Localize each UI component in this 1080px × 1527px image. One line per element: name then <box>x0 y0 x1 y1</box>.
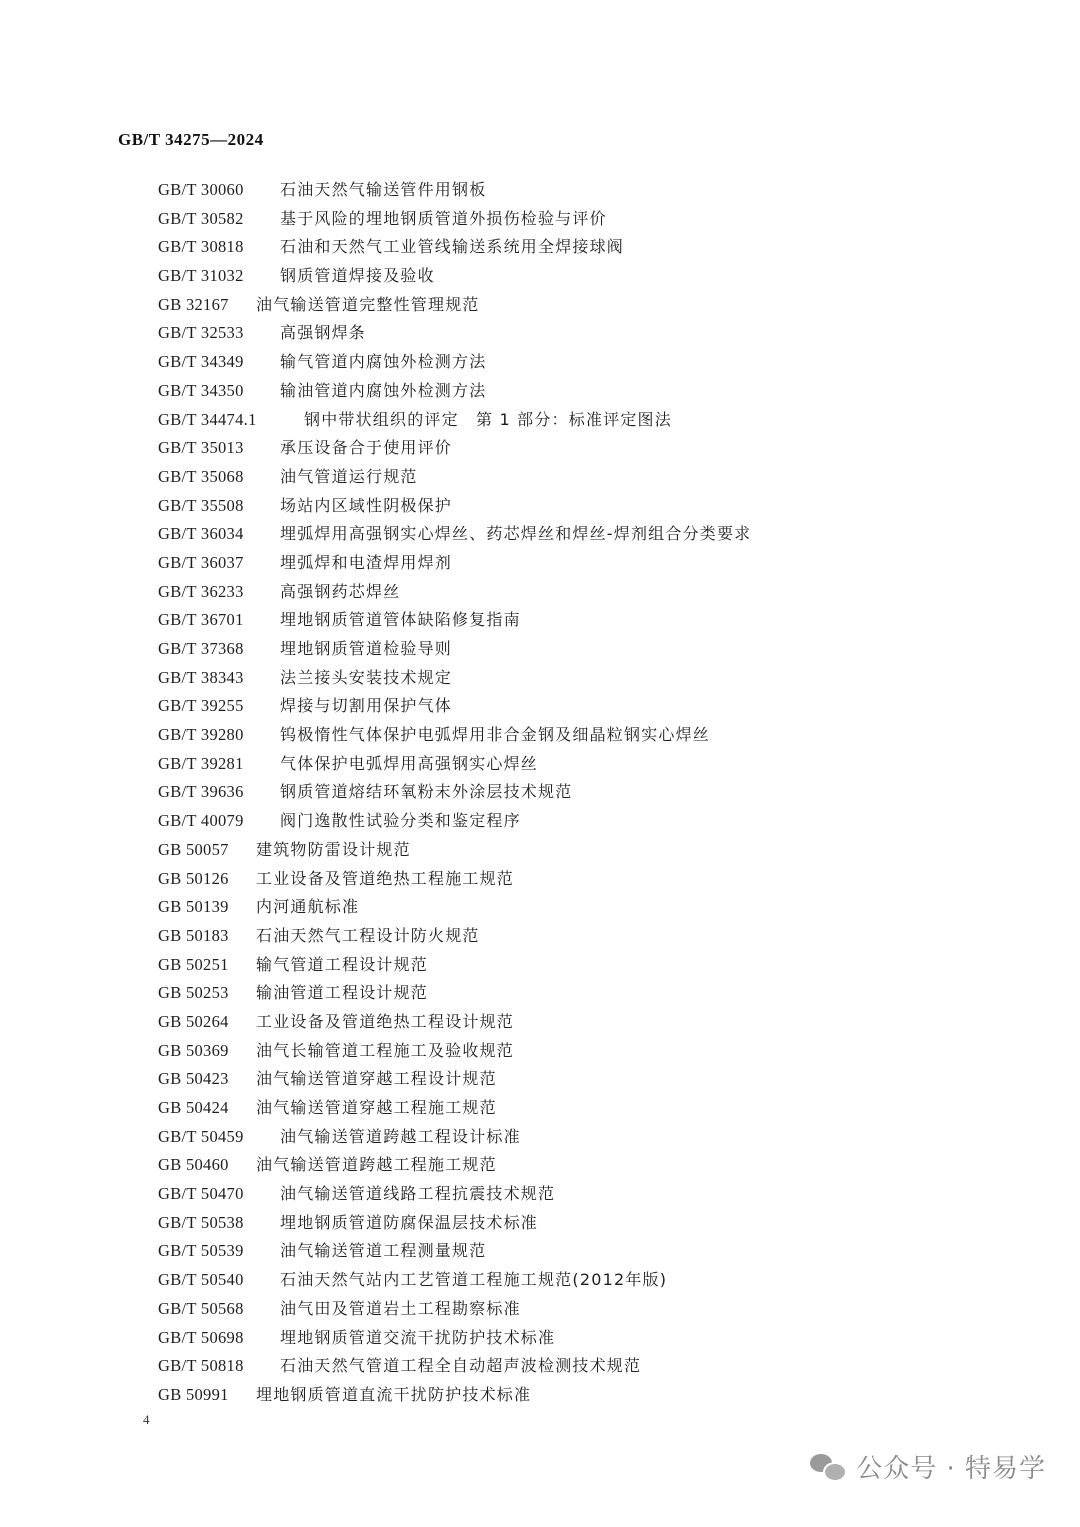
reference-code: GB/T 30818 <box>158 237 244 257</box>
reference-title: 石油天然气站内工艺管道工程施工规范(2012年版) <box>280 1270 668 1290</box>
reference-item <box>158 434 751 463</box>
reference-item <box>158 865 751 894</box>
reference-title: 工业设备及管道绝热工程施工规范 <box>256 868 515 888</box>
reference-code: GB/T 35013 <box>158 438 244 458</box>
reference-code: GB/T 35508 <box>158 495 244 515</box>
reference-title: 高强钢焊条 <box>280 323 367 343</box>
reference-code: GB/T 32533 <box>158 323 244 343</box>
reference-title: 油气管道运行规范 <box>280 466 418 486</box>
reference-item <box>158 348 751 377</box>
reference-title: 油气输送管道穿越工程施工规范 <box>256 1098 497 1117</box>
reference-title: 钢质管道焊接及验收 <box>280 266 435 286</box>
reference-title: 输油管道内腐蚀外检测方法 <box>280 380 487 400</box>
reference-item <box>158 406 751 435</box>
reference-item <box>158 549 751 578</box>
reference-item <box>158 807 751 836</box>
reference-title: 埋地钢质管道交流干扰防护技术标准 <box>280 1327 556 1347</box>
reference-code: GB 50251 <box>158 954 229 974</box>
reference-code: GB/T 39280 <box>158 725 244 745</box>
watermark <box>810 1448 1046 1485</box>
reference-code: GB/T 34349 <box>158 352 244 372</box>
reference-item <box>158 463 751 492</box>
reference-item <box>158 836 751 865</box>
reference-code: GB/T 35068 <box>158 466 244 486</box>
reference-item <box>158 635 751 664</box>
reference-title: 油气输送管道工程测量规范 <box>280 1241 487 1261</box>
reference-item <box>158 721 751 750</box>
reference-title: 油气长输管道工程施工及验收规范 <box>256 1040 515 1060</box>
reference-title: 埋弧焊和电渣焊用焊剂 <box>280 552 453 572</box>
reference-code: GB 50423 <box>158 1069 229 1089</box>
reference-title: 输油管道工程设计规范 <box>256 983 429 1003</box>
reference-title: 埋地钢质管道防腐保温层技术标准 <box>280 1212 539 1232</box>
reference-code: GB 50460 <box>158 1155 229 1175</box>
reference-code: GB/T 39281 <box>158 753 244 773</box>
reference-code: GB/T 50539 <box>158 1241 244 1261</box>
reference-code: GB/T 50818 <box>158 1356 244 1376</box>
reference-item <box>158 922 751 951</box>
reference-item <box>158 233 751 262</box>
reference-item <box>158 1381 751 1410</box>
wechat-icon <box>810 1452 846 1482</box>
reference-code: GB 50139 <box>158 897 229 917</box>
reference-item <box>158 664 751 693</box>
reference-code: GB/T 36233 <box>158 581 244 601</box>
reference-title: 建筑物防雷设计规范 <box>256 839 411 859</box>
reference-code: GB 50183 <box>158 925 229 945</box>
reference-code: GB/T 38343 <box>158 667 244 687</box>
reference-title: 气体保护电弧焊用高强钢实心焊丝 <box>280 753 539 773</box>
watermark-text: 公众号 · 特易学 <box>856 1454 1046 1484</box>
reference-code: GB/T 30582 <box>158 208 244 228</box>
reference-code: GB/T 36037 <box>158 552 244 572</box>
reference-code: GB/T 50470 <box>158 1184 244 1204</box>
reference-title: 埋地钢质管道检验导则 <box>280 639 453 658</box>
reference-title: 油气输送管道穿越工程设计规范 <box>256 1069 497 1089</box>
reference-item <box>158 692 751 721</box>
reference-item <box>158 1008 751 1037</box>
reference-item <box>158 979 751 1008</box>
reference-title: 埋地钢质管道直流干扰防护技术标准 <box>256 1384 532 1404</box>
reference-item <box>158 1065 751 1094</box>
reference-title: 场站内区域性阴极保护 <box>280 495 453 515</box>
reference-item <box>158 205 751 234</box>
reference-code: GB 50253 <box>158 983 229 1003</box>
reference-item <box>158 606 751 635</box>
reference-item <box>158 377 751 406</box>
reference-title: 基于风险的埋地钢质管道外损伤检验与评价 <box>280 208 607 228</box>
reference-item <box>158 492 751 521</box>
reference-code: GB 50424 <box>158 1098 229 1117</box>
reference-title: 埋地钢质管道管体缺陷修复指南 <box>280 610 521 630</box>
reference-item <box>158 893 751 922</box>
reference-item <box>158 1266 751 1295</box>
reference-item <box>158 1180 751 1209</box>
reference-title: 输气管道内腐蚀外检测方法 <box>280 352 487 372</box>
reference-item <box>158 750 751 779</box>
reference-item <box>158 778 751 807</box>
reference-code: GB 50057 <box>158 839 229 859</box>
reference-title: 油气田及管道岩土工程勘察标准 <box>280 1298 521 1318</box>
reference-code: GB/T 34350 <box>158 380 244 400</box>
reference-title: 油气输送管道完整性管理规范 <box>256 294 480 314</box>
reference-title: 输气管道工程设计规范 <box>256 954 429 974</box>
reference-code: GB/T 50698 <box>158 1327 244 1347</box>
reference-title: 油气输送管道线路工程抗震技术规范 <box>280 1184 556 1204</box>
reference-code: GB/T 37368 <box>158 639 244 658</box>
reference-item <box>158 520 751 549</box>
reference-item <box>158 1123 751 1152</box>
reference-title: 埋弧焊用高强钢实心焊丝、药芯焊丝和焊丝-焊剂组合分类要求 <box>280 524 752 544</box>
reference-title: 法兰接头安装技术规定 <box>280 667 453 687</box>
reference-code: GB 50126 <box>158 868 229 888</box>
reference-title: 钢质管道熔结环氧粉末外涂层技术规范 <box>280 782 573 802</box>
reference-code: GB/T 36034 <box>158 524 244 544</box>
document-code-header: GB/T 34275—2024 <box>118 130 264 149</box>
reference-title: 石油和天然气工业管线输送系统用全焊接球阀 <box>280 237 625 257</box>
reference-code: GB/T 31032 <box>158 266 244 286</box>
reference-code: GB/T 30060 <box>158 180 244 199</box>
reference-code: GB/T 39255 <box>158 696 244 716</box>
reference-code: GB 50991 <box>158 1384 229 1404</box>
reference-title: 钢中带状组织的评定 第 1 部分：标准评定图法 <box>304 409 672 429</box>
reference-title: 焊接与切割用保护气体 <box>280 696 453 716</box>
reference-title: 内河通航标准 <box>256 897 360 917</box>
reference-code: GB/T 40079 <box>158 811 244 831</box>
reference-item <box>158 319 751 348</box>
page-number: 4 <box>143 1412 150 1427</box>
reference-title: 石油天然气输送管件用钢板 <box>280 180 487 199</box>
reference-code: GB/T 50459 <box>158 1126 244 1146</box>
reference-item <box>158 291 751 320</box>
reference-item <box>158 578 751 607</box>
reference-title: 阀门逸散性试验分类和鉴定程序 <box>280 811 521 831</box>
reference-title: 钨极惰性气体保护电弧焊用非合金钢及细晶粒钢实心焊丝 <box>280 725 711 745</box>
reference-item <box>158 176 751 205</box>
reference-title: 承压设备合于使用评价 <box>280 438 453 458</box>
reference-code: GB/T 50568 <box>158 1298 244 1318</box>
reference-title: 工业设备及管道绝热工程设计规范 <box>256 1011 515 1031</box>
reference-title: 油气输送管道跨越工程设计标准 <box>280 1126 521 1146</box>
reference-item <box>158 1209 751 1238</box>
reference-title: 油气输送管道跨越工程施工规范 <box>256 1155 497 1175</box>
reference-item <box>158 1324 751 1353</box>
reference-item <box>158 1094 751 1123</box>
reference-item <box>158 262 751 291</box>
reference-code: GB 32167 <box>158 294 229 314</box>
reference-code: GB/T 36701 <box>158 610 244 630</box>
reference-title: 石油天然气管道工程全自动超声波检测技术规范 <box>280 1356 642 1376</box>
reference-item <box>158 1352 751 1381</box>
reference-code: GB/T 39636 <box>158 782 244 802</box>
reference-item <box>158 1237 751 1266</box>
reference-item <box>158 1295 751 1324</box>
normative-references-list <box>158 176 751 1410</box>
reference-code: GB/T 34474.1 <box>158 409 257 429</box>
reference-code: GB/T 50538 <box>158 1212 244 1232</box>
reference-code: GB 50369 <box>158 1040 229 1060</box>
reference-item <box>158 951 751 980</box>
reference-title: 高强钢药芯焊丝 <box>280 581 401 601</box>
reference-item <box>158 1037 751 1066</box>
reference-code: GB/T 50540 <box>158 1270 244 1290</box>
reference-title: 石油天然气工程设计防火规范 <box>256 925 480 945</box>
reference-code: GB 50264 <box>158 1011 229 1031</box>
reference-item <box>158 1151 751 1180</box>
